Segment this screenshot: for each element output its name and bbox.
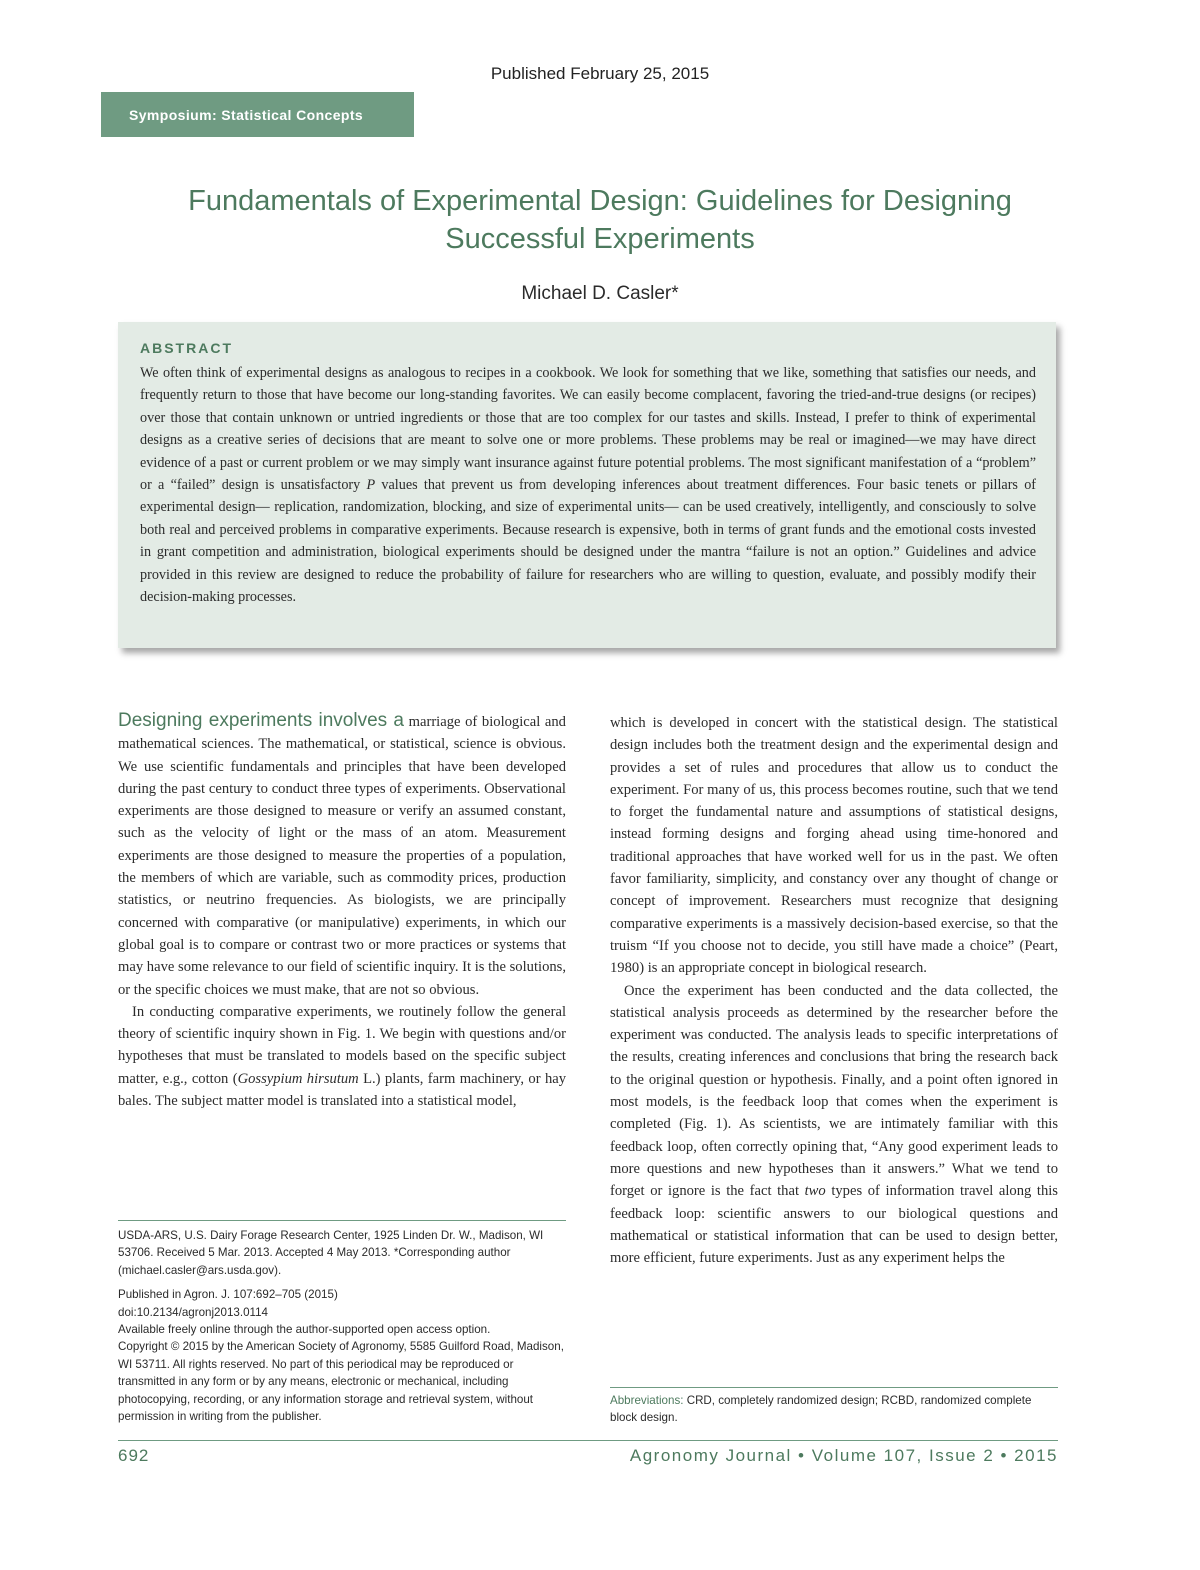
abstract-text <box>140 362 1036 608</box>
article-title: Fundamentals of Experimental Design: Guidelines for Designing Successful Experiments <box>188 185 1012 255</box>
published-in-note: Published in Agron. J. 107:692–705 (2015) <box>118 1288 338 1302</box>
copyright-note: Copyright © 2015 by the American Society of Agronomy, 5585 Guilford Road, Madison, WI 53711. All rights reserved. No part of this periodical may be reproduced or transmitted in any form or by any means, electronic or mechanical, including photocopying, recording, or any information storage and retrieval system, without permission in writing from the publisher. <box>118 1340 564 1424</box>
abbreviations-label: Abbreviations: <box>610 1394 684 1407</box>
open-access-note: Available freely online through the author-supported open access option. <box>118 1323 491 1337</box>
paragraph-4-text-b: types of information travel along this feedback loop: scientific answers to our biological questions and mathematical or statistical information that can be used to design better, more efficient, future experiments. Just as any experiment helps the <box>610 1183 1058 1267</box>
paragraph-1-text: marriage of biological and mathematical sciences. The mathematical, or statistical, science is obvious. We use scientific fundamentals and principles that have been developed during the past century to conduct three types of experiments. Observational experiments are those designed to measure or verify an assumed constant, such as the velocity of light or the mass of an atom. Measurement experiments are those designed to measure the properties of a population, the members of which are variable, such as commodity prices, production statistics, or neutrino frequencies. As biologists, we are principally concerned with comparative (or manipulative) experiments, in which our global goal is to compare or contrast two or more practices or systems that may have some relevance to our field of scientific inquiry. It is the solutions, or the specific choices we must make, that are not so obvious. <box>118 714 566 998</box>
emphasis-two: two <box>804 1183 826 1200</box>
p-value-symbol: P <box>366 477 376 494</box>
abstract-box <box>118 322 1056 648</box>
footnote-divider <box>118 1220 566 1221</box>
section-tag: Symposium: Statistical Concepts <box>101 92 414 137</box>
paragraph-2-text-b: L.) plants, farm machinery, or hay bales. The subject matter model is translated into a statistical model, <box>118 1070 567 1110</box>
abbreviations-text: CRD, completely randomized design; RCBD, randomized complete block design. <box>610 1394 1032 1425</box>
page-number: 692 <box>118 1446 150 1465</box>
abbreviations-divider <box>610 1387 1058 1388</box>
author-name: Michael D. Casler* <box>521 283 679 304</box>
abstract-text-part-1: We often think of experimental designs as analogous to recipes in a cookbook. We look for something that we like, something that satisfies our needs, and frequently return to those that have become our long-standing favorites. We can easily become complacent, favoring the tried-and-true designs (or recipes) over those that contain unknown or untried ingredients or those that are too complex for our tastes and skills. Instead, I prefer to think of experimental designs as a creative series of decisions that are meant to solve one or more problems. These problems may be real or imagined—we may have direct evidence of a past or current problem or we may simply want insurance against future potential problems. The most significant manifestation of a “problem” or a “failed” design is unsatisfactory <box>140 365 1036 494</box>
published-date: Published February 25, 2015 <box>490 64 710 83</box>
abbreviations-note <box>610 1392 1058 1427</box>
abstract-text-part-2: values that prevent us from developing inferences about treatment differences. Four basic tenets or pillars of experimental design— replication, randomization, blocking, and size of experimental units— can be used creatively, intelligently, and consciously to solve both real and perceived problems in comparative experiments. Because research is expensive, both in terms of grant funds and the emotional costs invested in grant competition and administration, biological experiments should be designed under the mantra “failure is not an option.” Guidelines and advice provided in this review are designed to reduce the probability of failure for researchers who are willing to question, evaluate, and possibly modify their decision-making processes. <box>140 477 1037 606</box>
body-paragraph-3: which is developed in concert with the statistical design. The statistical design includes both the treatment design and the experimental design and provides a set of rules and procedures that allow us to conduct the experiment. For many of us, this process becomes routine, such that we tend to forget the fundamental nature and assumptions of statistical designs, instead forming designs and forging ahead using time-honored and traditional approaches that have worked well for us in the past. We often favor familiarity, simplicity, and constancy over any thought of change or concept of improvement. Researchers must recognize that designing comparative experiments is a massively decision-based exercise, so that the truism “If you choose not to decide, you still have made a choice” (Peart, 1980) is an appropriate concept in biological research. <box>610 715 1058 977</box>
body-column-right <box>610 712 1058 1269</box>
body-paragraph-1 <box>118 710 566 1001</box>
footer-divider <box>118 1440 1058 1441</box>
body-paragraph-4 <box>610 980 1058 1270</box>
body-column-left <box>118 710 566 1112</box>
paragraph-4-text-a: Once the experiment has been conducted and the data collected, the statistical analysis proceeds as determined by the researcher before the experiment was conducted. The analysis leads to specific interpretations of the results, creating inferences and conclusions that bring the research back to the original question or hypothesis. Finally, and a point often ignored in most models, is the feedback loop that comes when the experiment is completed (Fig. 1). As scientists, we are intimately familiar with this feedback loop, often correctly opining that, “Any good experiment leads to more questions and new hypotheses than it answers.” What we tend to forget or ignore is the fact that <box>610 982 1058 1200</box>
species-name: Gossypium hirsutum <box>237 1070 359 1087</box>
abstract-heading: ABSTRACT <box>140 340 233 356</box>
body-paragraph-2 <box>118 1001 566 1112</box>
affiliation-note: USDA-ARS, U.S. Dairy Forage Research Center, 1925 Linden Dr. W., Madison, WI 53706. Received 5 Mar. 2013. Accepted 4 May 2013. *Corresponding author (michael.casler@ars.usda.gov). <box>118 1229 544 1277</box>
doi-note: doi:10.2134/agronj2013.0114 <box>118 1305 268 1319</box>
footnotes <box>118 1227 566 1425</box>
paragraph-2-text-a: In conducting comparative experiments, we routinely follow the general theory of scientific inquiry shown in Fig. 1. We begin with questions and/or hypotheses that must be translated to models based on the specific subject matter, e.g., cotton ( <box>118 1003 566 1087</box>
journal-footer: Agronomy Journal • Volume 107, Issue 2 • 2015 <box>629 1446 1058 1465</box>
lead-in-text: Designing experiments involves a <box>118 710 404 731</box>
